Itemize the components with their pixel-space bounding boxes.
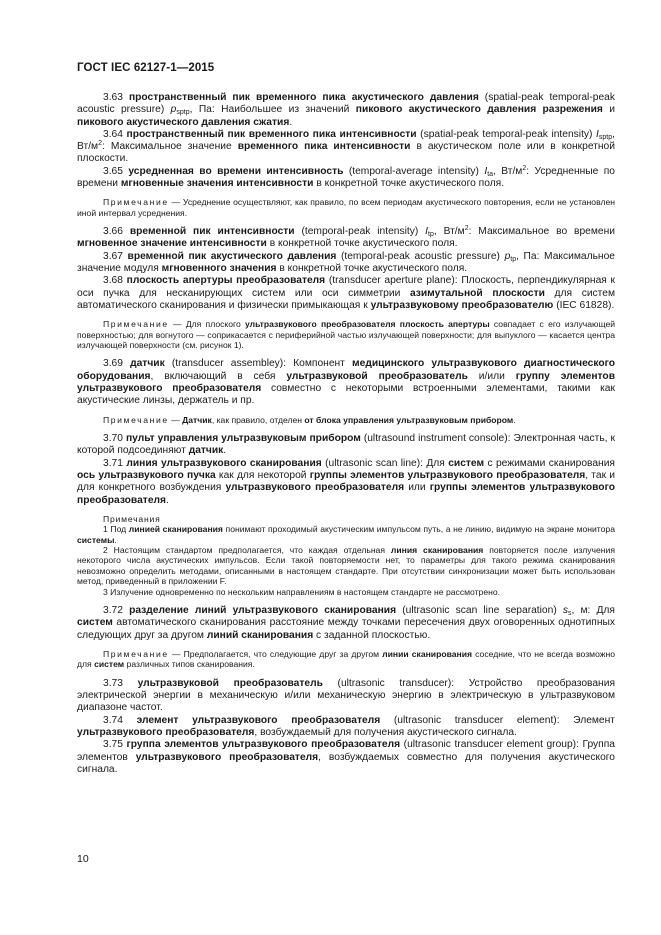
term-ref: мгновенное значение интенсивности	[77, 238, 267, 250]
note-text: .	[513, 414, 516, 425]
term-english: (spatial-peak temporal-peak acoustic pressure)	[77, 92, 615, 116]
term-symbol: p	[504, 250, 511, 262]
page-number: 10	[77, 853, 89, 865]
term-title: ультразвуковой преобразователь	[137, 677, 323, 689]
note-text: —	[171, 414, 180, 425]
term-symbol-subscript: sptp	[598, 133, 613, 141]
term-title: пульт управления ультразвуковым прибором	[125, 433, 361, 445]
term-text: или	[408, 482, 426, 494]
term-text: (ultrasonic scan line): Для	[325, 457, 445, 469]
note-item-2	[77, 545, 615, 587]
term-text: (ultrasonic transducer element group): Группа элементов	[77, 739, 615, 763]
term-unit-superscript: 2	[98, 140, 102, 148]
term-number: 3.64	[103, 128, 123, 140]
note-label: Примечание	[103, 197, 169, 208]
term-ref: группу элементов ультразвукового преобразователя	[77, 370, 615, 395]
term-number: 3.63	[103, 92, 123, 103]
term-symbol-subscript: tp	[510, 255, 517, 263]
term-ref: ультразвуковой преобразователь	[286, 370, 468, 382]
notes-title: Примечания	[103, 513, 161, 524]
term-text: в конкретной точке акустического поля.	[269, 238, 458, 250]
term-ref: ультразвукового преобразователя	[77, 727, 255, 738]
note-ref: линия сканирования	[390, 545, 484, 556]
note-ref: системы	[77, 534, 115, 545]
term-text: в акустическом поле или в конкретной плоскости.	[77, 141, 615, 165]
note-ref: от блока управления ультразвуковым прибором	[304, 414, 514, 425]
note-text: — Для плоского	[173, 319, 241, 330]
note-text: 2 Настоящим стандартом предполагается, что каждая отдельная	[103, 545, 385, 556]
term-text: , м: Для	[571, 605, 615, 617]
note-ref: линии сканирования	[382, 649, 473, 659]
document-header: ГОСТ IEC 62127-1—2015	[77, 62, 215, 74]
document-body	[77, 92, 615, 776]
term-3-75	[77, 739, 615, 776]
term-number: 3.65	[103, 165, 123, 177]
term-ref: ультразвукового преобразователя	[225, 482, 405, 494]
note-item-3: 3 Излучение одновременно по нескольким направлениям в настоящем стандарте не рассмотрено.	[103, 586, 501, 597]
term-text: (ultrasound instrument console): Электронная часть, к которой подсоединяют	[77, 433, 615, 457]
term-ref: группы элементов ультразвукового преобразователя	[77, 482, 615, 506]
term-text: .	[289, 116, 293, 128]
note-3-68	[77, 319, 615, 350]
term-symbol-subscript: sptp	[176, 109, 190, 117]
term-title: линия ультразвукового сканирования	[126, 457, 322, 469]
term-text: (IEC 61828).	[556, 299, 615, 311]
term-ref: азимутальной плоскости	[409, 287, 545, 299]
term-ref: линий сканирования	[206, 629, 314, 641]
term-text: : Максимальное во времени	[468, 226, 615, 238]
term-3-70	[77, 433, 615, 458]
term-text: , Па: Максимальное значение модуля	[77, 250, 615, 275]
term-ref: ультразвукового преобразователя	[135, 751, 319, 763]
term-ref: ось ультразвукового пучка	[77, 469, 216, 481]
term-text: (transducer assembley): Компонент	[171, 358, 345, 370]
term-number: 3.66	[103, 226, 123, 238]
term-3-63	[77, 92, 615, 129]
term-title: пространственный пик временного пика акустического давления	[128, 92, 479, 103]
term-unit: , Вт/м	[77, 128, 615, 153]
note-text: повторяется после излучения некоторого числа акустических импульсов. Если такой повторяемости нет, то параметры для такого режима сканирования невозможно определить методами, описанными в настоящем стандарте. При отсутствии синхронизации может быть использован метод, приведенный в приложении F.	[77, 545, 616, 587]
term-title: плоскость апертуры преобразователя	[126, 275, 326, 287]
term-text: и	[609, 104, 615, 116]
term-ref: систем	[448, 457, 485, 469]
term-text: , возбуждаемых совместно для получения акустического сигнала.	[77, 751, 615, 775]
note-text: — Усреднение осуществляют, как правило, по всем периодам акустического повторения, если не установлен иной интервал усреднения.	[77, 197, 615, 218]
note-text: .	[114, 534, 117, 545]
note-text: понимают проходимый акустическим импульсом путь, а не линию, видимую на экране монитора	[225, 524, 615, 535]
term-title: временной пик акустического давления	[127, 250, 337, 262]
note-ref: Датчик	[182, 414, 212, 425]
term-symbol: I	[596, 128, 599, 140]
term-text: : Максимальное значение	[102, 141, 232, 153]
note-text: соседние, что не всегда возможно для	[77, 649, 616, 670]
term-ref: пикового акустического давления сжатия	[77, 116, 290, 128]
term-number: 3.68	[103, 275, 123, 287]
term-3-73	[77, 678, 615, 715]
term-ref: медицинского ультразвукового диагностического оборудования	[77, 358, 616, 382]
term-ref: мгновенные значения интенсивности	[120, 178, 314, 190]
term-text: (ultrasonic transducer): Устройство преобразования электрической энергии в механическую и/или механическую энергию в электрическую в ультразвуковом диапазоне частот.	[77, 677, 615, 714]
term-number: 3.74	[103, 714, 123, 726]
note-text: совпадает с его излучающей поверхностью; для вогнутого — соприкасается с периферийной частью излучающей поверхности; для выпуклого — касается центра излучающей поверхности (см. рисунок 1).	[77, 319, 616, 351]
term-unit: , Вт/м	[433, 226, 465, 238]
term-number: 3.67	[103, 250, 123, 262]
term-ref: пикового акустического давления разрежения	[355, 104, 603, 116]
term-number: 3.70	[103, 433, 123, 445]
term-number: 3.75	[103, 739, 123, 751]
term-number: 3.71	[103, 457, 123, 469]
term-english: (ultrasonic scan line separation)	[402, 605, 557, 617]
term-text: , возбуждаемый для получения акустического сигнала.	[254, 727, 517, 738]
term-english: (temporal-peak acoustic pressure)	[340, 250, 500, 262]
note-text: 1 Под	[103, 524, 127, 535]
term-title: усредненная во времени интенсивность	[128, 165, 344, 177]
term-3-65	[77, 166, 615, 191]
term-text: с режимами сканирования	[487, 457, 615, 469]
term-symbol: I	[425, 226, 429, 238]
term-english: (temporal-peak intensity)	[301, 226, 419, 238]
note-text: различных типов сканирования.	[126, 659, 255, 670]
term-text: в конкретной точке акустического поля.	[279, 263, 468, 275]
note-ref: ультразвукового преобразователя плоскость апертуры	[245, 319, 490, 330]
note-item-1	[77, 524, 615, 545]
term-text: : Усредненные по времени	[77, 165, 615, 190]
term-title: разделение линий ультразвукового сканирования	[129, 605, 397, 617]
term-3-68	[77, 275, 615, 312]
term-ref: систем	[77, 617, 113, 629]
term-3-71	[77, 458, 615, 507]
note-3-65	[77, 197, 615, 218]
term-3-74	[77, 715, 615, 740]
term-symbol: p	[170, 104, 177, 116]
term-number: 3.72	[103, 605, 123, 617]
term-3-69	[77, 358, 615, 407]
term-text: (transducer aperture plane): Плоскость, перпендикулярная к оси пучка для несканирующих систем или оси симметрии	[77, 275, 615, 299]
term-ref: мгновенного значения	[161, 263, 277, 275]
term-title: временной пик интенсивности	[129, 226, 295, 238]
term-number: 3.69	[103, 358, 123, 370]
term-3-67	[77, 251, 615, 276]
term-text: (ultrasonic transducer element): Элемент	[393, 714, 615, 726]
note-3-72	[77, 649, 615, 670]
term-text: , включающий в себя	[150, 370, 276, 382]
term-text: и/или	[478, 370, 505, 382]
term-symbol-subscript: s	[568, 610, 572, 618]
term-unit: , Па: Наибольшее из значений	[189, 104, 350, 116]
note-ref: линией сканирования	[128, 524, 223, 535]
note-text: , как правило, отделен	[211, 414, 302, 425]
term-title: датчик	[130, 358, 165, 370]
note-text: — Предполагается, что следующие друг за другом	[171, 649, 380, 659]
term-symbol-subscript: tp	[428, 231, 434, 239]
note-label: Примечание	[103, 319, 169, 330]
term-symbol-subscript: ta	[487, 170, 494, 178]
term-text: .	[223, 445, 227, 457]
term-number: 3.73	[103, 677, 123, 689]
term-text: в конкретной точке акустического поля.	[316, 178, 505, 190]
term-text: совместно с некоторыми встроенными элементами, такими как акустические линзы, держатель и пр.	[77, 383, 615, 407]
term-text: для систем автоматического сканирования и физически примыкающая к	[77, 287, 615, 311]
term-ref: группы элементов ультразвукового преобразователя	[309, 469, 586, 481]
note-ref: систем	[94, 659, 125, 670]
term-title: группа элементов ультразвукового преобразователя	[126, 739, 401, 751]
term-english: (spatial-peak temporal-peak intensity)	[420, 128, 593, 140]
term-title: пространственный пик временного пика интенсивности	[126, 128, 417, 140]
term-3-72	[77, 605, 615, 642]
term-unit-superscript: 2	[464, 225, 469, 233]
term-ref: временного пика интенсивности	[237, 141, 411, 153]
term-3-64	[77, 129, 615, 166]
term-text: .	[166, 494, 169, 506]
term-text: , так и для конкретного возбуждения	[77, 469, 615, 494]
note-3-69	[77, 415, 615, 425]
term-text: автоматического сканирования расстояние между точками пересечения двух оговоренных однотипных следующих друг за другом	[77, 617, 615, 641]
term-unit-superscript: 2	[522, 164, 527, 172]
term-english: (temporal-average intensity)	[348, 165, 479, 177]
term-ref: датчик	[188, 445, 224, 457]
note-label: Примечание	[103, 414, 169, 425]
term-symbol: s	[562, 605, 568, 617]
term-unit: , Вт/м	[493, 165, 523, 177]
term-3-66	[77, 226, 615, 251]
note-label: Примечание	[103, 649, 169, 659]
term-text: с заданной плоскостью.	[316, 629, 431, 641]
term-text: как для некоторой	[218, 469, 307, 481]
term-ref: ультразвуковому преобразователю	[370, 299, 554, 311]
term-title: элемент ультразвукового преобразователя	[136, 714, 381, 726]
term-symbol: I	[484, 165, 488, 177]
